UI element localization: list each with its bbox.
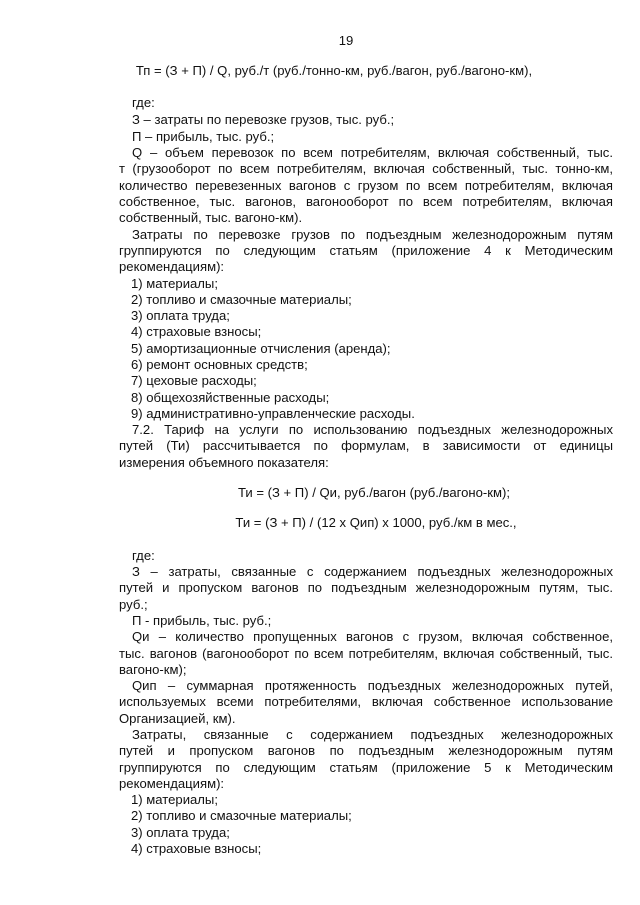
list-item: 1) материалы;: [131, 276, 218, 291]
formula-tp: Тп = (З + П) / Q, руб./т (руб./тонно-км, руб./вагон, руб./вагоно-км),: [135, 63, 533, 78]
q-definition-line: Q – объем перевозок по всем потребителям, включая собственный, тыс.: [132, 145, 613, 160]
list-item: 6) ремонт основных средств;: [131, 357, 308, 372]
costs-intro-line: Затраты по перевозке грузов по подъездным железнодорожным путям: [132, 227, 613, 242]
list-item: 5) амортизационные отчисления (аренда);: [131, 341, 391, 356]
qi-definition-line: вагоно-км);: [119, 662, 187, 677]
list-item: 8) общехозяйственные расходы;: [131, 390, 330, 405]
list-item: 9) административно-управленческие расходы.: [131, 406, 415, 421]
qip-definition-line: Организацией, км).: [119, 711, 236, 726]
section-72-intro-line: путей (Ти) рассчитывается по формулам, в зависимости от единицы: [119, 438, 613, 453]
list-item: 3) оплата труда;: [131, 308, 230, 323]
section-72-intro-line: 7.2. Тариф на услуги по использованию подъездных железнодорожных: [132, 422, 613, 437]
section-72-intro-line: измерения объемного показателя:: [119, 455, 329, 470]
q-definition-line: собственный, тыс. вагоно-км).: [119, 210, 303, 225]
page-number: 19: [338, 33, 354, 48]
qi-definition-line: тыс. вагонов (вагонооборот по всем потребителям, включая собственный, тыс.: [119, 646, 613, 661]
list-item: 2) топливо и смазочные материалы;: [131, 808, 352, 823]
z-definition-line: путей и пропуском вагонов по подъездным железнодорожным путям, тыс.: [119, 580, 613, 595]
list-item: 7) цеховые расходы;: [131, 373, 257, 388]
costs-intro-line: рекомендациям):: [119, 776, 225, 791]
q-definition-line: количество перевезенных вагонов с грузом по всем потребителям, включая: [119, 178, 613, 193]
costs-intro-line: группируются по следующим статьям (приложение 4 к Методическим: [119, 243, 613, 258]
formula-ti-wagon: Ти = (З + П) / Qи, руб./вагон (руб./вагоно-км);: [237, 485, 511, 500]
where-label: где:: [132, 548, 155, 563]
list-item: 3) оплата труда;: [131, 825, 230, 840]
z-definition-line: З – затраты, связанные с содержанием подъездных железнодорожных: [132, 564, 613, 579]
formula-ti-km: Ти = (З + П) / (12 х Qип) х 1000, руб./км в мес.,: [235, 515, 517, 530]
z-definition: З – затраты по перевозке грузов, тыс. руб.;: [132, 112, 395, 127]
list-item: 4) страховые взносы;: [131, 841, 262, 856]
list-item: 4) страховые взносы;: [131, 324, 262, 339]
p-definition: П - прибыль, тыс. руб.;: [132, 613, 272, 628]
q-definition-line: собственное, тыс. вагонов, вагонооборот по всем потребителям, включая: [119, 194, 613, 209]
costs-intro-line: путей и пропуском вагонов по подъездным железнодорожным путям: [119, 743, 613, 758]
where-label: где:: [132, 95, 155, 110]
costs-intro-line: группируются по следующим статьям (приложение 5 к Методическим: [119, 760, 613, 775]
z-definition-line: руб.;: [119, 597, 148, 612]
qi-definition-line: Qи – количество пропущенных вагонов с грузом, включая собственное,: [132, 629, 613, 644]
p-definition: П – прибыль, тыс. руб.;: [132, 129, 275, 144]
list-item: 1) материалы;: [131, 792, 218, 807]
list-item: 2) топливо и смазочные материалы;: [131, 292, 352, 307]
costs-intro-line: рекомендациям):: [119, 259, 225, 274]
costs-intro-line: Затраты, связанные с содержанием подъездных железнодорожных: [132, 727, 613, 742]
q-definition-line: т (грузооборот по всем потребителям, включая собственный, тыс. тонно-км,: [119, 161, 613, 176]
qip-definition-line: Qип – суммарная протяженность подъездных железнодорожных путей,: [132, 678, 613, 693]
qip-definition-line: используемых всеми потребителями, включая собственное использование: [119, 694, 613, 709]
